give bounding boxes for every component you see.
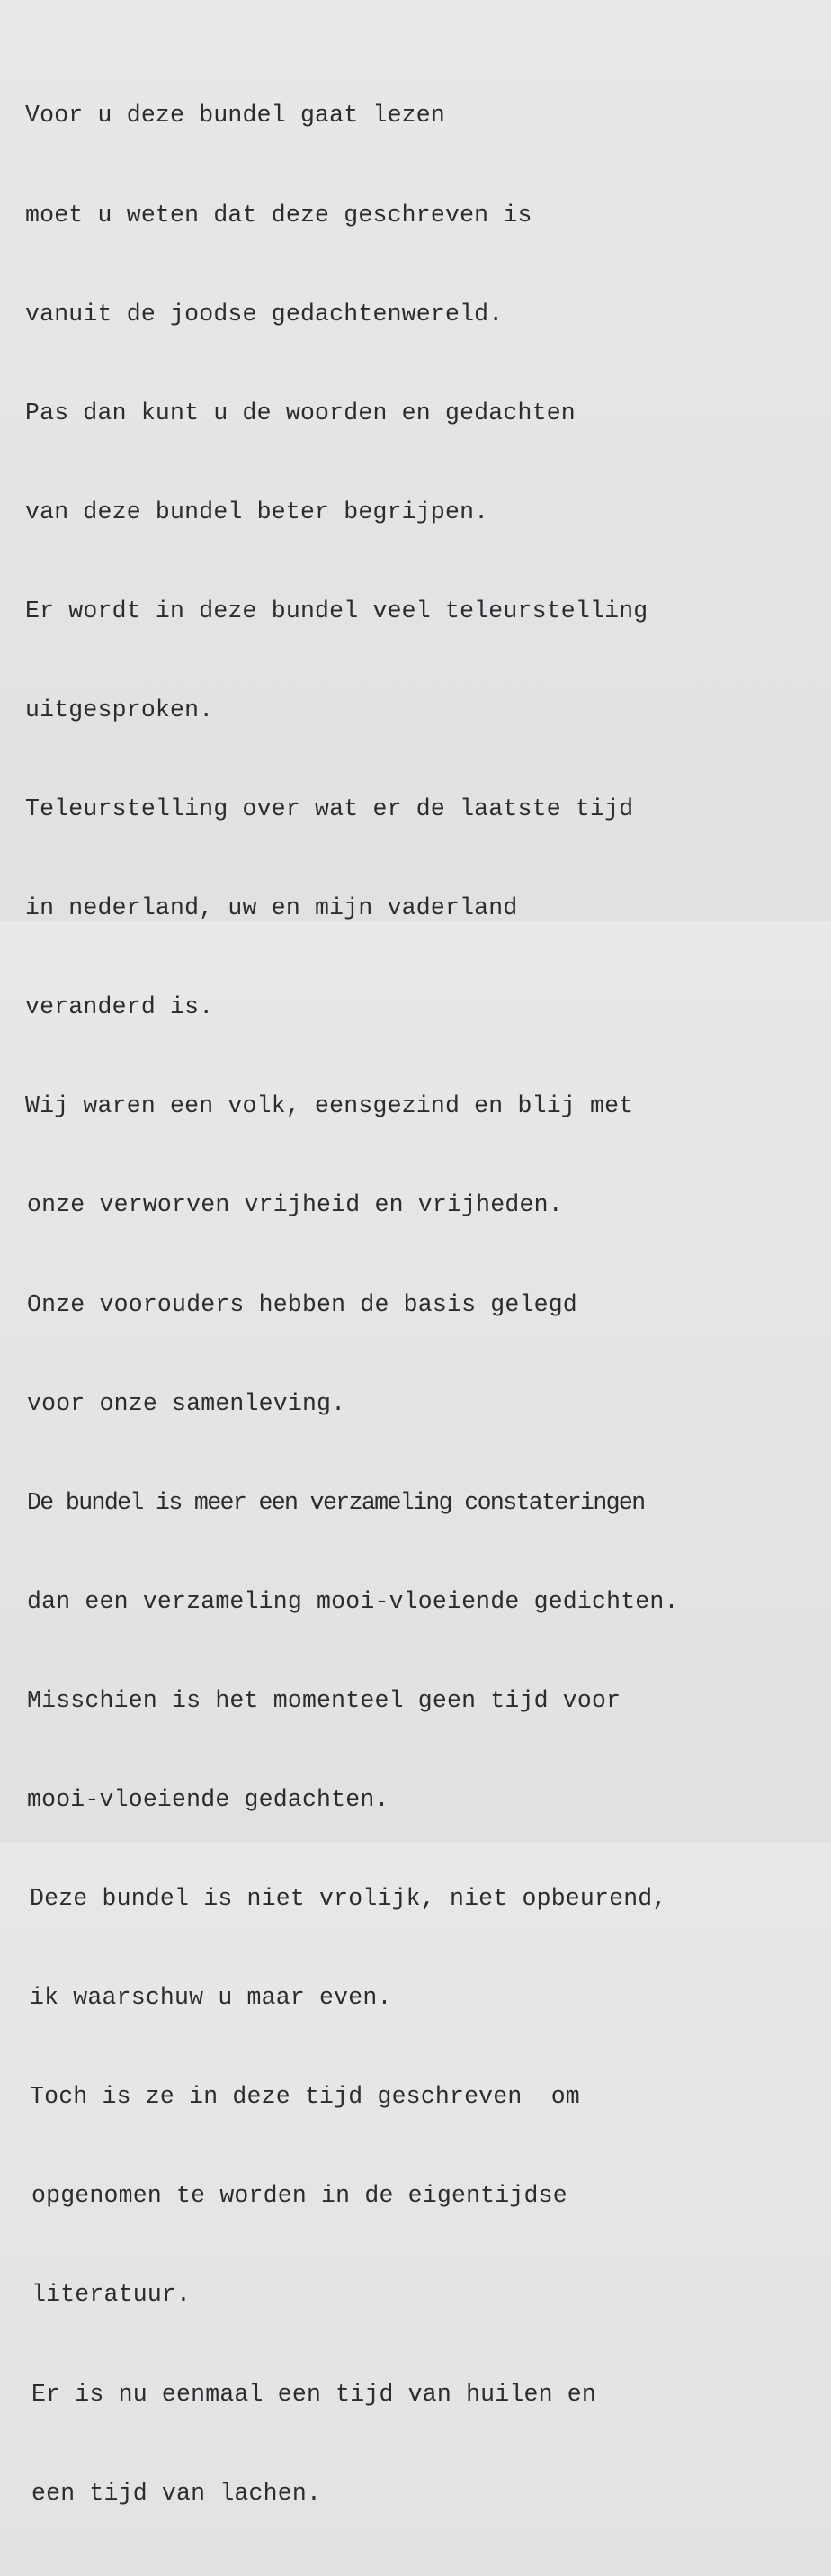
typed-text-block [25, 33, 679, 2576]
text-line: Voor u deze bundel gaat lezen [25, 102, 445, 130]
text-line: mooi-vloeiende gedachten. [27, 1786, 389, 1813]
text-line: Wij waren een volk, eensgezind en blij met [25, 1092, 634, 1120]
text-line: onze verworven vrijheid en vrijheden. [27, 1191, 563, 1219]
text-line: vanuit de joodse gedachtenwereld. [25, 300, 504, 328]
text-line: opgenomen te worden in de eigentijdse [31, 2182, 567, 2210]
text-line: dan een verzameling mooi-vloeiende gedichten. [27, 1587, 679, 1615]
text-line [25, 1486, 679, 1520]
text-line: een tijd van lachen. [31, 2479, 322, 2507]
text-line: voor onze samenleving. [27, 1389, 346, 1417]
text-line: Er wordt in deze bundel veel teleurstelling [25, 597, 648, 624]
text-line: Teleurstelling over wat er de laatste tijd [25, 795, 634, 823]
text-line: Pas dan kunt u de woorden en gedachten [25, 399, 576, 426]
text-line-fragment: De bundel is meer een verzameling constateringen [27, 1488, 645, 1516]
text-line: Onze voorouders hebben de basis gelegd [27, 1290, 577, 1318]
text-line: Deze bundel is niet vrolijk, niet opbeurend, [30, 1885, 667, 1913]
text-line: Toch is ze in deze tijd geschreven om [30, 2083, 580, 2111]
text-line: Misschien is het momenteel geen tijd voor [27, 1686, 621, 1714]
text-line: literatuur. [31, 2281, 192, 2309]
text-line: uitgesproken. [25, 696, 214, 723]
text-line: Er is nu eenmaal een tijd van huilen en [31, 2380, 597, 2408]
text-line: van deze bundel beter begrijpen. [25, 498, 489, 525]
text-line: in nederland, uw en mijn vaderland [25, 894, 518, 922]
text-line: moet u weten dat deze geschreven is [25, 201, 532, 229]
text-line: veranderd is. [25, 993, 214, 1021]
text-line: ik waarschuw u maar even. [30, 1984, 392, 2012]
